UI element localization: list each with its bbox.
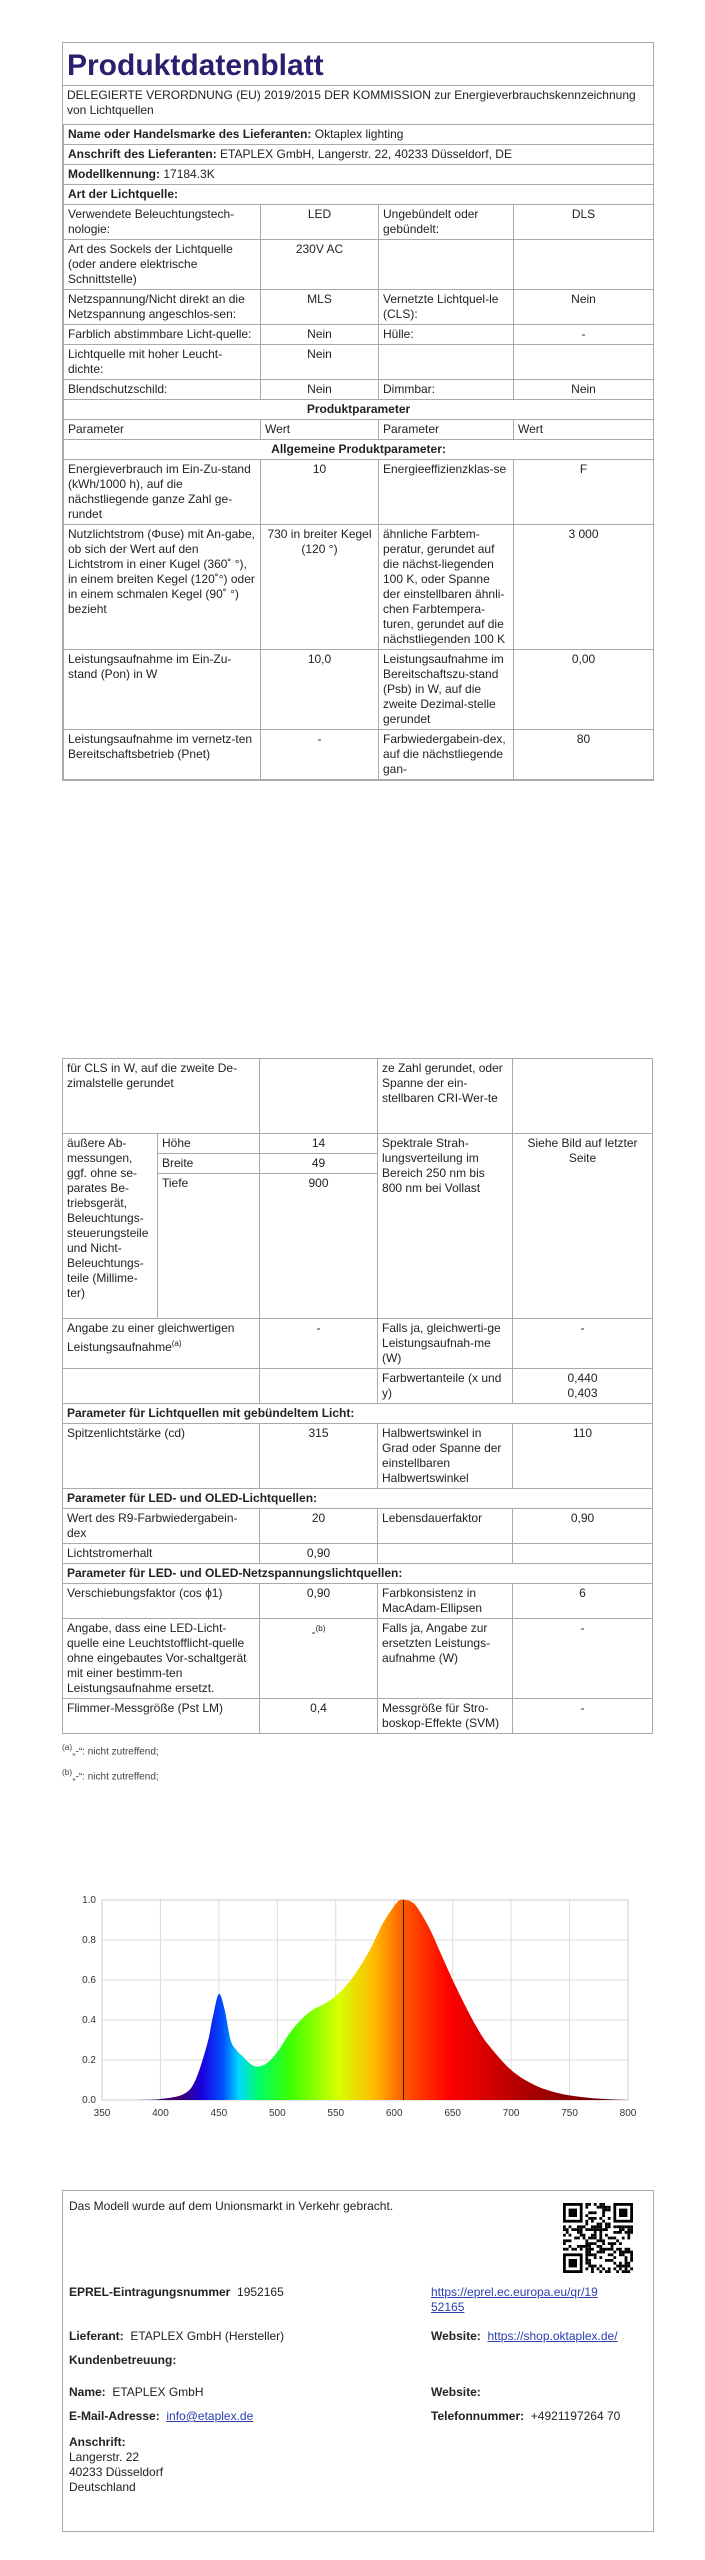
light-type-label-2 [379, 240, 514, 290]
y-tick-label: 0.4 [82, 2015, 96, 2026]
col-header-value: Wert [261, 420, 379, 440]
replacement-value-cell [260, 1619, 378, 1699]
light-type-label-2 [379, 345, 514, 380]
general-param-value-2: 80 [514, 730, 654, 780]
replacement-value: - [311, 1625, 316, 1639]
eprel-link[interactable] [431, 2285, 631, 2315]
led-row-r9 [63, 1509, 653, 1544]
eprel-link-line1[interactable]: https://eprel.ec.europa.eu/qr/19 [431, 2285, 598, 2299]
continued-label-2: ze Zahl gerundet, oder Spanne der ein-stellbaren CRI-Wer-te [378, 1059, 513, 1134]
dim-value-2: 900 [260, 1174, 378, 1319]
light-type-value-2: DLS [514, 205, 654, 240]
light-type-value-2: - [514, 325, 654, 345]
x-tick-label: 650 [444, 2108, 462, 2119]
support-label: Kundenbetreuung: [69, 2353, 177, 2367]
col-header-param-2: Parameter [379, 420, 514, 440]
spectral-value: Siehe Bild auf letzter Seite [513, 1134, 653, 1319]
equiv-footnote-mark: (a) [171, 1339, 182, 1348]
general-param-label-2: Farbwiedergabein-dex, auf die nächstliegende gan- [379, 730, 514, 780]
spectrum-svg [62, 1890, 652, 2130]
info-supplier-value: ETAPLEX GmbH (Hersteller) [130, 2329, 285, 2343]
supplier-address-row [64, 145, 654, 165]
color-consistency-label: Farbkonsistenz in MacAdam-Ellipsen [378, 1584, 513, 1619]
light-type-row [64, 290, 654, 325]
mls-heading: Parameter für LED- und OLED-Netzspannungslichtquellen: [63, 1564, 653, 1584]
supplier-name-row [64, 125, 654, 145]
lumen-maintenance-value: 0,90 [260, 1544, 378, 1564]
footnote-a: $^{(a)}$„-“: nicht zutreffend; [62, 1742, 159, 1758]
y-tick-label: 0.0 [82, 2095, 96, 2106]
light-type-rows [64, 205, 654, 400]
eprel-row [69, 2285, 284, 2300]
light-type-value-2 [514, 240, 654, 290]
light-type-value: LED [261, 205, 379, 240]
light-type-value: Nein [261, 380, 379, 400]
led-heading-row [63, 1489, 653, 1509]
dim-value-1: 49 [260, 1154, 378, 1174]
supplier-row [69, 2329, 284, 2344]
light-type-label-2: Vernetzte Lichtquel-le (CLS): [379, 290, 514, 325]
light-type-value: 230V AC [261, 240, 379, 290]
general-param-row [64, 650, 654, 730]
replacement-label: Angabe, dass eine LED-Licht-quelle eine Leuchtstofflicht-quelle ohne eingebautes Vor-schaltgerät mit einer bestimm-ten Leistungsaufnahme ersetzt. [63, 1619, 260, 1699]
footnote-b: $^{(b)}$„-“: nicht zutreffend; [62, 1767, 159, 1783]
website-row [431, 2329, 618, 2344]
replacement-footnote-mark: (b) [315, 1624, 326, 1633]
contact-info-box [62, 2190, 654, 2532]
light-type-row [64, 345, 654, 380]
chroma-value: 0,440 0,403 [513, 1369, 653, 1404]
dim-value-0: 14 [260, 1134, 378, 1154]
chroma-label: Farbwertanteile (x und y) [378, 1369, 513, 1404]
light-type-heading-row [64, 185, 654, 205]
light-type-value-2 [514, 345, 654, 380]
general-param-label-2: Leistungsaufnahme im Bereitschaftszu-stand (Psb) in W, auf die zweite Dezimal-stelle gerundet [379, 650, 514, 730]
dim-name-1: Breite [158, 1154, 260, 1174]
market-text: Das Modell wurde auf dem Unionsmarkt in Verkehr gebracht. [69, 2199, 394, 2213]
light-type-label: Farblich abstimmbare Licht-quelle: [64, 325, 261, 345]
survival-value: 0,90 [513, 1509, 653, 1544]
supplier-name-value: Oktaplex lighting [314, 127, 404, 141]
light-type-label-2: Ungebündelt oder gebündelt: [379, 205, 514, 240]
general-param-label: Energieverbrauch im Ein-Zu-stand (kWh/1000 h), auf die nächstliegende ganze Zahl ge-rundet [64, 460, 261, 525]
general-param-label-2: ähnliche Farbtem-peratur, gerundet auf die nächst-liegenden 100 K, oder Spanne der einstellbaren ähnli-chen Farbtempera-turen, gerundet auf die nächstliegenden 100 K [379, 525, 514, 650]
spectrum-area [137, 1899, 628, 2100]
replaced-power-value: - [513, 1619, 653, 1699]
light-type-label: Lichtquelle mit hoher Leucht-dichte: [64, 345, 261, 380]
directional-heading-row [63, 1404, 653, 1424]
mls-row-2 [63, 1699, 653, 1734]
x-tick-label: 800 [619, 2108, 637, 2119]
light-type-value: Nein [261, 325, 379, 345]
dims-row-height [63, 1134, 653, 1154]
dim-name-2: Tiefe [158, 1174, 260, 1319]
continued-label-1: für CLS in W, auf die zweite De-zimalstelle gerundet [63, 1059, 260, 1134]
led-row-maintenance [63, 1544, 653, 1564]
light-type-row [64, 205, 654, 240]
x-tick-label: 400 [152, 2108, 169, 2119]
x-tick-label: 500 [268, 2108, 286, 2119]
support-name-row [69, 2385, 204, 2400]
col-header-value-2: Wert [514, 420, 654, 440]
replaced-power-label: Falls ja, Angabe zur ersetzten Leistungs-aufnahme (W) [378, 1619, 513, 1699]
light-type-heading: Art der Lichtquelle: [64, 185, 654, 205]
params-heading: Produktparameter [64, 400, 654, 420]
light-type-label-2: Dimmbar: [379, 380, 514, 400]
peak-intensity-label: Spitzenlichtstärke (cd) [63, 1424, 260, 1489]
equiv-row [63, 1319, 653, 1369]
beam-angle-label: Halbwertswinkel in Grad oder Spanne der einstellbaren Halbwertswinkel [378, 1424, 513, 1489]
x-tick-label: 450 [210, 2108, 228, 2119]
eprel-link-line2[interactable]: 52165 [431, 2300, 465, 2314]
light-type-value-2: Nein [514, 380, 654, 400]
x-tick-label: 600 [385, 2108, 403, 2119]
displacement-value: 0,90 [260, 1584, 378, 1619]
general-param-value: 10,0 [261, 650, 379, 730]
website-link[interactable]: https://shop.oktaplex.de/ [487, 2329, 618, 2343]
light-type-row [64, 380, 654, 400]
phone-label: Telefonnummer: [431, 2409, 525, 2423]
params-col-header-row [64, 420, 654, 440]
datasheet-page-2 [62, 1058, 652, 1785]
phone-row [431, 2409, 620, 2424]
eprel-label: EPREL-Eintragungsnummer [69, 2285, 231, 2299]
equiv-label-cell [63, 1319, 260, 1369]
dim-name-0: Höhe [158, 1134, 260, 1154]
params-continued-table [62, 1058, 653, 1734]
light-type-label: Verwendete Beleuchtungstech-nologie: [64, 205, 261, 240]
model-value: 17184.3K [163, 167, 215, 181]
x-tick-label: 700 [502, 2108, 520, 2119]
general-param-rows [64, 460, 654, 780]
model-label: Modellkennung: [68, 167, 160, 181]
general-param-row [64, 460, 654, 525]
directional-heading: Parameter für Lichtquellen mit gebündeltem Licht: [63, 1404, 653, 1424]
dims-label: äußere Ab-messungen, ggf. ohne se-parates Be-triebsgerät, Beleuchtungs-steuerungsteile und Nicht-Beleuchtungs-teile (Millime-ter) [63, 1134, 158, 1319]
general-param-value-2: 3 000 [514, 525, 654, 650]
y-tick-label: 0.8 [82, 1935, 96, 1946]
support-website-label: Website: [431, 2385, 481, 2399]
chroma-row [63, 1369, 653, 1404]
general-param-value-2: 0,00 [514, 650, 654, 730]
general-param-value: 730 in breiter Kegel (120 °) [261, 525, 379, 650]
equiv-value: - [260, 1319, 378, 1369]
address-line-1: Langerstr. 22 [69, 2450, 140, 2464]
email-link[interactable]: info@etaplex.de [166, 2409, 254, 2423]
general-heading-row [64, 440, 654, 460]
model-row [64, 165, 654, 185]
website-label: Website: [431, 2329, 481, 2343]
x-tick-label: 550 [327, 2108, 345, 2119]
light-type-value-2: Nein [514, 290, 654, 325]
stroboscopic-label: Messgröße für Stro-boskop-Effekte (SVM) [378, 1699, 513, 1734]
light-type-value: MLS [261, 290, 379, 325]
page-title: Produktdatenblatt [67, 49, 324, 82]
general-param-label: Leistungsaufnahme im Ein-Zu-stand (Pon) in W [64, 650, 261, 730]
spectral-label: Spektrale Strah-lungsverteilung im Bereich 250 nm bis 800 nm bei Vollast [378, 1134, 513, 1319]
displacement-label: Verschiebungsfaktor (cos ϕ1) [63, 1584, 260, 1619]
general-param-label-2: Energieeffizienzklas-se [379, 460, 514, 525]
qr-code-icon [563, 2203, 633, 2273]
address-label: Anschrift: [69, 2435, 126, 2449]
color-consistency-value: 6 [513, 1584, 653, 1619]
directional-row [63, 1424, 653, 1489]
lumen-maintenance-label: Lichtstromerhalt [63, 1544, 260, 1564]
address-line-2: 40233 Düsseldorf [69, 2465, 164, 2479]
supplier-name-label: Name oder Handelsmarke des Lieferanten: [68, 127, 312, 141]
general-param-label: Nutzlichtstrom (Φuse) mit An-gabe, ob sich der Wert auf den Lichtstrom in einer Kugel (360˚ °), in einem breiten Kegel (120˚°) oder in einem schmalen Kegel (90˚ °) bezieht [64, 525, 261, 650]
col-header-param: Parameter [64, 420, 261, 440]
general-param-value: - [261, 730, 379, 780]
light-type-row [64, 325, 654, 345]
spectral-distribution-chart [62, 1890, 652, 2130]
supplier-table [63, 124, 654, 780]
regulation-subtitle: DELEGIERTE VERORDNUNG (EU) 2019/2015 DER KOMMISSION zur Energieverbrauchskennzeichnung von Lichtquellen [63, 85, 653, 124]
continued-row [63, 1059, 653, 1134]
r9-label: Wert des R9-Farbwiedergabein-dex [63, 1509, 260, 1544]
datasheet-page-1 [62, 42, 654, 781]
general-param-value: 10 [261, 460, 379, 525]
flicker-value: 0,4 [260, 1699, 378, 1734]
light-type-value: Nein [261, 345, 379, 380]
survival-label: Lebensdauerfaktor [378, 1509, 513, 1544]
r9-value: 20 [260, 1509, 378, 1544]
email-row [69, 2409, 253, 2424]
peak-intensity-value: 315 [260, 1424, 378, 1489]
equiv-label-2: Falls ja, gleichwerti-ge Leistungsaufnah-me (W) [378, 1319, 513, 1369]
mls-heading-row [63, 1564, 653, 1584]
y-tick-label: 0.2 [82, 2055, 96, 2066]
light-type-row [64, 240, 654, 290]
light-type-label: Netzspannung/Nicht direkt an die Netzspannung angeschlos-sen: [64, 290, 261, 325]
address-line-3: Deutschland [69, 2480, 136, 2494]
equiv-value-2: - [513, 1319, 653, 1369]
general-param-value-2: F [514, 460, 654, 525]
supplier-address-label: Anschrift des Lieferanten: [68, 147, 217, 161]
equiv-label: Angabe zu einer gleichwertigen Leistungsaufnahme [67, 1321, 235, 1354]
x-tick-label: 750 [561, 2108, 578, 2119]
mls-row-0 [63, 1584, 653, 1619]
light-type-label: Blendschutzschild: [64, 380, 261, 400]
y-tick-label: 1.0 [82, 1895, 96, 1906]
flicker-label: Flimmer-Messgröße (Pst LM) [63, 1699, 260, 1734]
light-type-label: Art des Sockels der Lichtquelle (oder andere elektrische Schnittstelle) [64, 240, 261, 290]
general-param-row [64, 525, 654, 650]
eprel-value: 1952165 [237, 2285, 284, 2299]
x-tick-label: 350 [93, 2108, 111, 2119]
params-heading-row [64, 400, 654, 420]
support-name-value: ETAPLEX GmbH [112, 2385, 204, 2399]
general-params-heading: Allgemeine Produktparameter: [64, 440, 654, 460]
supplier-address-value: ETAPLEX GmbH, Langerstr. 22, 40233 Düsseldorf, DE [220, 147, 512, 161]
stroboscopic-value: - [513, 1699, 653, 1734]
support-name-label: Name: [69, 2385, 106, 2399]
y-tick-label: 0.6 [82, 1975, 96, 1986]
info-supplier-label: Lieferant: [69, 2329, 124, 2343]
led-heading: Parameter für LED- und OLED-Lichtquellen: [63, 1489, 653, 1509]
phone-value: +4921197264 70 [530, 2409, 621, 2423]
general-param-label: Leistungsaufnahme im vernetz-ten Bereitschaftsbetrieb (Pnet) [64, 730, 261, 780]
beam-angle-value: 110 [513, 1424, 653, 1489]
mls-row-1 [63, 1619, 653, 1699]
email-label: E-Mail-Adresse: [69, 2409, 160, 2423]
light-type-label-2: Hülle: [379, 325, 514, 345]
general-param-row [64, 730, 654, 780]
